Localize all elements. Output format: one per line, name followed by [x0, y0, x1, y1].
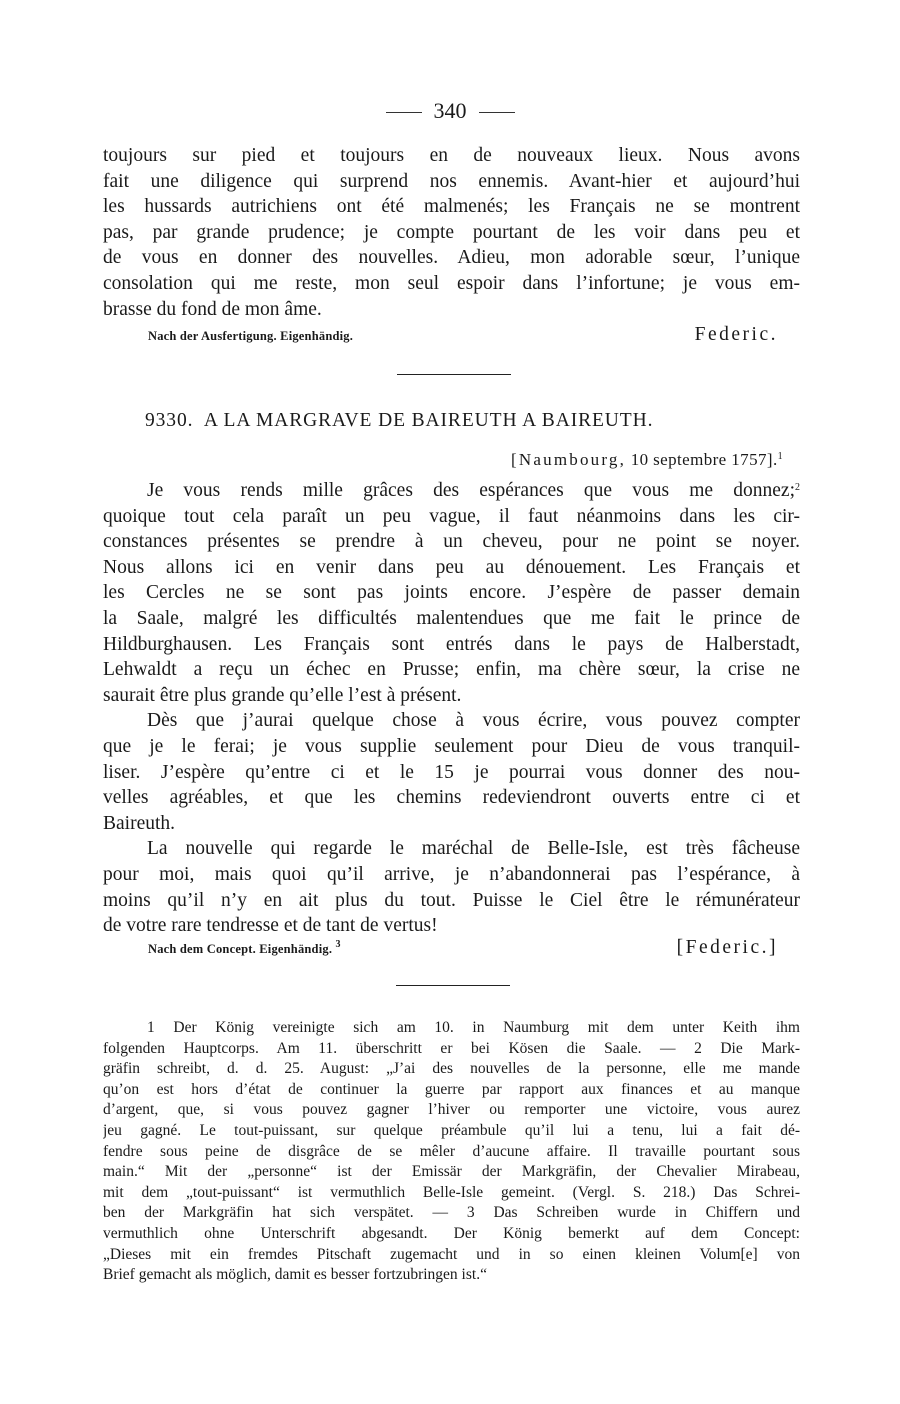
- text-line: les hussards autrichiens ont été malmenés; les Français ne se montrent: [103, 196, 800, 218]
- signature: [Federic.]: [676, 937, 778, 958]
- text-line: Hildburghausen. Les Français sont entrés dans le pays de Halberstadt,: [103, 633, 800, 655]
- text-line: quoique tout cela paraît un peu vague, il faut néanmoins dans les cir-: [103, 505, 800, 527]
- text-line: de votre rare tendresse et de tant de vertus!: [103, 915, 438, 937]
- text-line: brasse du fond de mon âme.: [103, 298, 322, 320]
- letter-body: [103, 478, 800, 939]
- text-line: liser. J’espère qu’entre ci et le 15 je pourrai vous donner des nou-: [103, 761, 800, 783]
- text-line: pour moi, mais quoi qu’il arrive, je n’abandonnerai pas l’espérance, à: [103, 863, 800, 885]
- paragraph: [103, 836, 800, 938]
- page-header: [0, 96, 900, 126]
- text-line: Baireuth.: [103, 812, 176, 834]
- footnote-line: vermuthlich ohne Unterschrift abgesandt. Der König bemerkt auf dem Concept:: [103, 1224, 800, 1242]
- footnote-divider: [396, 985, 510, 986]
- footnote-line: gräfin schreibt, d. d. 25. August: „J’ai des nouvelles de la personne, elle me mande: [103, 1060, 800, 1078]
- footnote-line: Brief gemacht als möglich, damit es besser fortzubringen ist.“: [103, 1266, 487, 1284]
- source-text: Nach dem Concept. Eigenhändig.: [148, 942, 333, 956]
- previous-letter-footer: [148, 322, 778, 346]
- footnote-line: jeu gagné. Le tout-puissant, sur quelque préambule qu’il lui a tenu, lui a fait dé-: [103, 1121, 800, 1139]
- letter-number: 9330.: [145, 410, 194, 431]
- footnote-line: qu’on est hors d’état de continuer la guerre par rapport aux finances et au manque: [103, 1080, 800, 1098]
- footnote-line: „Dieses mit ein fremdes Pitschaft zugemacht und in so einen kleinen Volum[e] von: [103, 1245, 800, 1263]
- letter-heading: [145, 410, 653, 432]
- text-line: que je le ferai; je vous supplie seulement pour Dieu de vous tranquil-: [103, 735, 800, 757]
- text-line: consolation qui me reste, mon seul espoir dans l’infortune; je vous em-: [103, 272, 800, 294]
- letter-title: A LA MARGRAVE DE BAIREUTH A BAIREUTH.: [203, 410, 654, 431]
- text-line: pas, par grande prudence; je compte pourtant de les voir dans peu et: [103, 221, 800, 243]
- footnote-line: fendre sous peine de disgrâce de se mêler d’aucune affaire. Il travaille pourtant sous: [103, 1142, 800, 1160]
- text-line: [103, 478, 800, 504]
- section-divider: [397, 374, 511, 375]
- text-line: les Cercles ne se sont pas joints encore. J’espère de passer demain: [103, 582, 800, 604]
- footnote-ref: 3: [335, 939, 341, 950]
- previous-letter-text: [103, 143, 800, 322]
- letter-footer: [148, 935, 778, 959]
- source-note: [148, 939, 341, 957]
- footnote-line: mit dem „tout-puissant“ ist vermuthlich Belle-Isle gemeint. (Vergl. S. 218.) Das Schrei-: [103, 1183, 800, 1201]
- text-line: Lehwaldt a reçu un échec en Prusse; enfin, ma chère sœur, la crise ne: [103, 659, 800, 681]
- footnote-line: folgenden Hauptcorps. Am 11. überschritt er bei Kösen die Saale. — 2 Die Mark-: [103, 1039, 800, 1057]
- paragraph: [103, 708, 800, 836]
- dateline: [511, 450, 783, 470]
- source-note: Nach der Ausfertigung. Eigenhändig.: [148, 329, 354, 343]
- text-line: de vous en donner des nouvelles. Adieu, mon adorable sœur, l’unique: [103, 247, 800, 269]
- text-line: toujours sur pied et toujours en de nouveaux lieux. Nous avons: [103, 145, 800, 166]
- footnote-ref: 2: [795, 482, 800, 493]
- text-line: constances présentes se prendre à un cheveu, pour ne point se noyer.: [103, 531, 800, 553]
- text-line: Dès que j’aurai quelque chose à vous écrire, vous pouvez compter: [147, 710, 800, 732]
- page-number: 340: [433, 98, 467, 123]
- dateline-date: 10 septembre 1757].: [630, 450, 778, 469]
- dateline-place: [Naumbourg,: [511, 450, 627, 469]
- text-line: saurait être plus grande qu’elle l’est à présent.: [103, 684, 462, 706]
- footnote-line: d’argent, que, si vous pouvez gagner l’hiver ou remporter une victoire, vous aurez: [103, 1101, 800, 1119]
- footnote-line: main.“ Mit der „personne“ ist der Emissär der Markgräfin, der Chevalier Mirabeau,: [103, 1163, 800, 1181]
- footnote-line: 1 Der König vereinigte sich am 10. in Naumburg mit dem unter Keith ihm: [147, 1019, 800, 1036]
- footnote-ref: 1: [777, 451, 783, 462]
- text-line: fait une diligence qui surprend nos ennemis. Avant-hier et aujourd’hui: [103, 170, 800, 192]
- text-line: Nous allons ici en venir dans peu au dénouement. Les Français et: [103, 556, 800, 578]
- paragraph: [103, 478, 800, 708]
- header-dash-right: [479, 112, 515, 113]
- text-line: La nouvelle qui regarde le maréchal de Belle-Isle, est très fâcheuse: [147, 838, 800, 860]
- header-dash-left: [386, 112, 422, 113]
- text-span: Je vous rends mille grâces des espérances que vous me donnez;: [147, 480, 795, 501]
- text-line: la Saale, malgré les difficultés malentendues que me fait le prince de: [103, 607, 800, 629]
- text-line: velles agréables, et que les chemins redeviendront ouverts entre ci et: [103, 787, 800, 809]
- footnotes: [103, 1018, 800, 1286]
- signature: Federic.: [694, 324, 778, 345]
- footnote-line: ben der Markgräfin hat sich verspätet. — 3 Das Schreiben wurde in Chiffern und: [103, 1204, 800, 1222]
- text-line: moins qu’il n’y en ait plus du tout. Puisse le Ciel être le rémunérateur: [103, 889, 800, 911]
